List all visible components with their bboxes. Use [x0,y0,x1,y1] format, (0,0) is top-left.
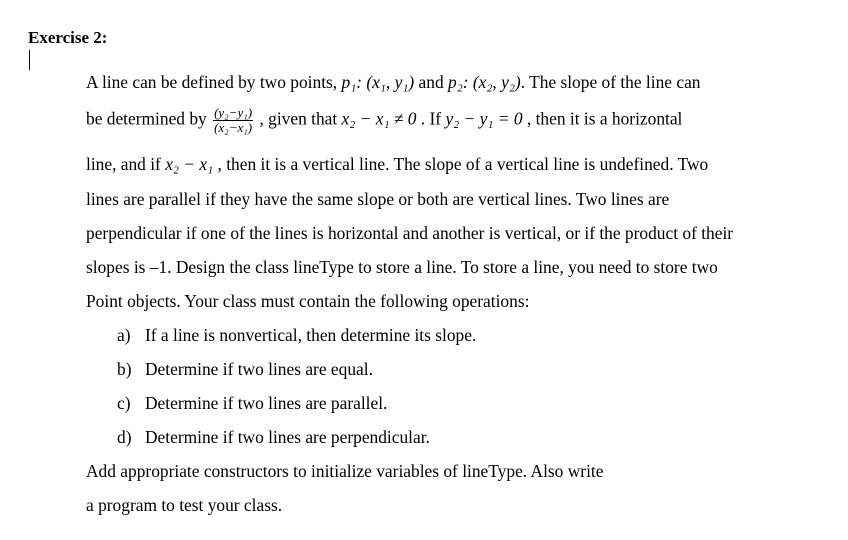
fraction-numerator: (y₂−y₁) [214,105,253,120]
slope-fraction [213,106,253,135]
list-item-label: a) [117,325,131,345]
paragraph-line-1 [86,72,701,93]
line1-text-a: A line can be defined by two points, [86,72,342,92]
list-item [117,427,430,448]
list-item-text: Determine if two lines are equal. [145,359,373,379]
paragraph-line-2 [86,106,682,135]
paragraph-line-5: perpendicular if one of the lines is horizontal and another is vertical, or if the product of their [86,223,734,243]
vertical-condition-math: x₂ − x₁ [165,154,214,174]
paragraph-line-3 [86,154,708,175]
point-p1-math: p₁: (x₁, y₁) [341,72,415,92]
list-item-text: If a line is nonvertical, then determine its slope. [145,325,477,345]
line3-text-b: , then it is a vertical line. The slope of a vertical line is undefined. Two [213,154,709,174]
fraction-denominator: (x₂−x₁) [214,120,253,135]
list-item-text: Determine if two lines are parallel. [145,393,388,413]
nonvertical-condition-math: x₂ − x₁ ≠ 0 [341,108,417,129]
line2-text-d: , then it is a horizontal [522,108,683,129]
horizontal-condition-math: y₂ − y₁ = 0 [445,108,523,129]
line2-text-a: be determined by [86,108,212,129]
list-item [117,325,476,346]
line3-text-a: line, and if [86,154,166,174]
list-item [117,359,373,380]
closing-line-1: Add appropriate constructors to initialize variables of lineType. Also write [86,461,604,481]
line1-text-c: . The slope of the line can [520,72,701,92]
list-item-label: b) [117,359,132,379]
exercise-heading: Exercise 2: [28,28,108,47]
line2-text-c: . If [416,108,446,129]
list-item [117,393,387,414]
line2-text-b: , given that [255,108,342,129]
paragraph-line-7: Point objects. Your class must contain the following operations: [86,291,530,311]
point-p2-math: p₂: (x₂, y₂) [448,72,521,92]
paragraph-line-4: lines are parallel if they have the same slope or both are vertical lines. Two lines are [86,189,670,209]
paragraph-line-6: slopes is –1. Design the class lineType to store a line. To store a line, you need to store two [86,257,718,277]
text-cursor [29,50,30,70]
list-item-label: c) [117,393,131,413]
list-item-label: d) [117,427,132,447]
list-item-text: Determine if two lines are perpendicular. [145,427,430,447]
line1-text-b: and [414,72,448,92]
closing-line-2: a program to test your class. [86,495,283,515]
